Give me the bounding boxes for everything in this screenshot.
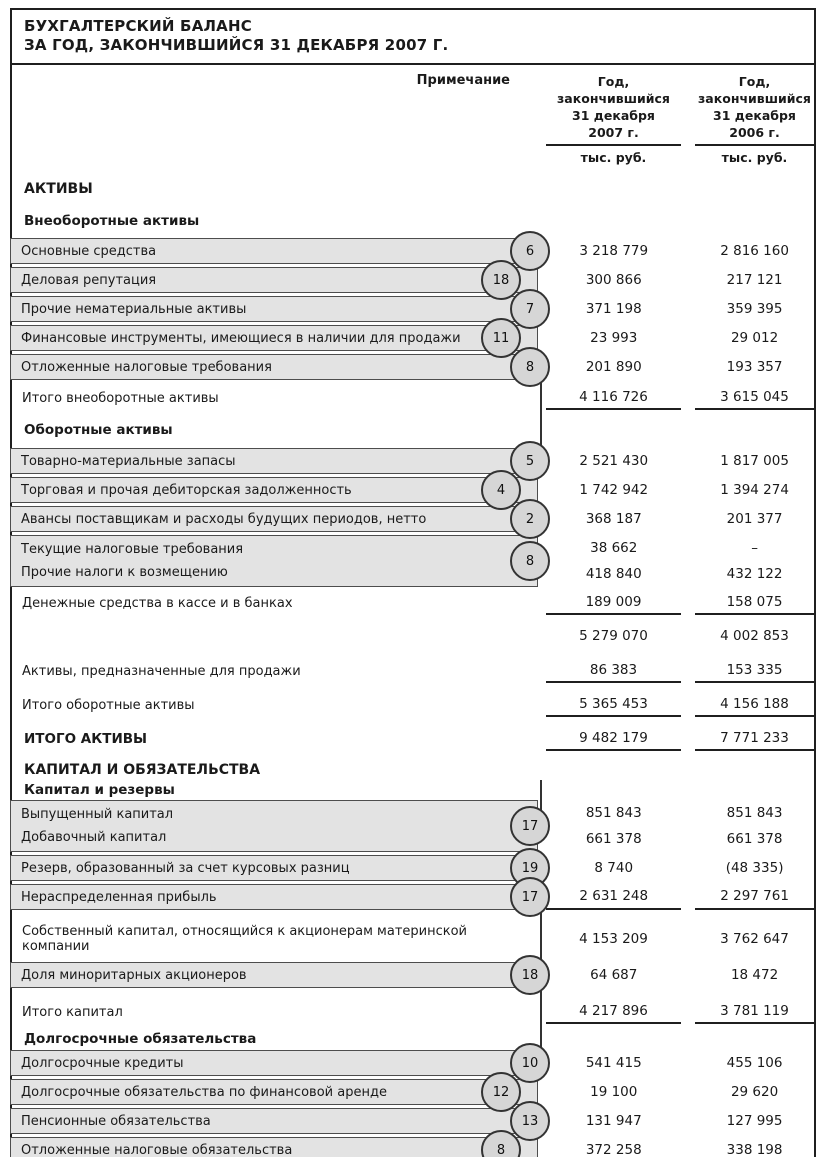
value-2006: 851 843 [726,805,783,821]
value-2007: 38 662 [590,540,638,556]
note-circle: 19 [510,848,550,888]
col2007-line2: закончившийся [557,91,670,106]
current-assets-subtotal-row [12,625,814,647]
value-2006: 359 395 [726,301,783,317]
note-circle: 17 [510,806,550,846]
col2006-line2: закончившийся [698,91,811,106]
subsection-label: Капитал и резервы [24,782,175,798]
value-2007: 1 742 942 [579,482,649,498]
row-label-bar [10,535,538,587]
value-2006: 1 817 005 [720,453,789,469]
table-row [12,267,814,293]
value-2007: 541 415 [585,1055,642,1071]
note-column-header: Примечание [416,73,510,88]
col2006-line1: Год, [738,74,771,89]
cash-row [12,591,814,615]
section-label: АКТИВЫ [24,181,93,197]
total-equity-row [12,1000,814,1024]
value-2007-pair [546,535,681,587]
row-label-bar [10,506,538,532]
value-2007: 372 258 [585,1142,642,1157]
assets-held-for-sale-row [12,659,814,683]
value-2007: 300 866 [585,272,642,288]
total-noncurrent-assets-row [12,386,814,410]
row-label-bar [10,1079,538,1105]
subsection-current-assets [12,420,814,440]
parent-equity-row [12,924,814,954]
row-label-bar [10,238,538,264]
row-label-second: Добавочный капитал [21,830,167,845]
value-2007: 23 993 [590,330,638,346]
value-2007-pair [546,800,681,852]
table-row [12,1050,814,1076]
row-label: Торговая и прочая дебиторская задолженность [21,482,352,498]
value-2007: 851 843 [585,805,642,821]
note-circle: 6 [510,231,550,271]
table-row [12,962,814,988]
table-row [12,448,814,474]
subsection-capital-reserves [12,781,814,799]
table-row [12,855,814,881]
note-circle: 17 [510,877,550,917]
value-2007: 5 279 070 [579,628,648,644]
value-2007: 4 153 209 [579,931,648,947]
value-2007: 3 218 779 [579,243,649,259]
row-label: Отложенные налоговые обязательства [21,1142,293,1157]
row-label: Выпущенный капитал [21,807,174,822]
note-circle: 2 [510,499,550,539]
row-label: ИТОГО АКТИВЫ [24,731,148,747]
table-column-headers [12,65,814,165]
row-label: Пенсионные обязательства [21,1113,211,1129]
col2007-line1: Год, [597,74,630,89]
value-2006: 29 012 [730,330,779,346]
value-2006: 29 620 [730,1084,779,1100]
value-2006: 127 995 [726,1113,783,1129]
note-circle: 8 [510,541,550,581]
section-assets [12,179,814,199]
note-circle: 4 [481,470,521,510]
value-2006: 201 377 [726,511,783,527]
connector-line [540,373,542,455]
value-2006: 1 394 274 [720,482,789,498]
table-row [12,1137,814,1157]
row-label-bar [10,325,538,351]
table-row [12,506,814,532]
row-label: Резерв, образованный за счет курсовых разниц [21,860,350,876]
row-label-bar [10,354,538,380]
value-2006: 3 781 119 [695,1000,814,1024]
note-circle: 18 [481,260,521,300]
value-2006: – [751,540,758,556]
row-label: Текущие налоговые требования [21,542,244,557]
note-circle: 8 [510,347,550,387]
row-label-bar [10,296,538,322]
row-label: Авансы поставщикам и расходы будущих периодов, нетто [21,511,427,527]
value-2007: 2 521 430 [579,453,649,469]
row-label: Нераспределенная прибыль [21,889,217,905]
subsection-longterm-liabilities [12,1030,814,1048]
note-circle: 11 [481,318,521,358]
value-2006: 2 816 160 [720,243,789,259]
row-label-bar [10,448,538,474]
row-label: Итого внеоборотные активы [22,390,219,406]
value-2006: 193 357 [726,359,783,375]
table-row [12,354,814,380]
value-2006: 18 472 [730,967,779,983]
row-label: Долгосрочные обязательства по финансовой аренде [21,1084,387,1100]
note-circle: 8 [481,1130,521,1157]
value-2006: 4 156 188 [695,693,814,717]
row-label: Итого оборотные активы [22,697,195,713]
value-2007: 86 383 [546,659,681,683]
col2006-unit: тыс. руб. [695,144,814,166]
total-current-assets-row [12,693,814,717]
note-circle: 13 [510,1101,550,1141]
note-circle: 10 [510,1043,550,1083]
table-row [12,296,814,322]
value-2007: 4 217 896 [546,1000,681,1024]
value-2006-second: 432 122 [726,566,783,582]
subsection-label: Оборотные активы [24,422,173,438]
row-label-bar [10,1108,538,1134]
row-label-bar [10,1050,538,1076]
row-label: Товарно-материальные запасы [21,453,236,469]
value-2006: 3 762 647 [720,931,789,947]
document-title-line2: ЗА ГОД, ЗАКОНЧИВШИЙСЯ 31 ДЕКАБРЯ 2007 Г. [24,36,449,54]
row-label: Активы, предназначенные для продажи [22,663,301,679]
year-2007-column-header [546,73,681,165]
value-2007: 201 890 [585,359,642,375]
value-2006: 3 615 045 [695,386,814,410]
document-title-line1: БУХГАЛТЕРСКИЙ БАЛАНС [24,17,252,35]
value-2007: 9 482 179 [546,727,681,751]
row-label-bar [10,800,538,852]
table-row-double [12,800,814,852]
row-label: Финансовые инструменты, имеющиеся в наличии для продажи [21,330,461,346]
note-circle: 18 [510,955,550,995]
row-label: Собственный капитал, относящийся к акционерам материнской компании [22,924,467,954]
value-2007: 371 198 [585,301,642,317]
total-assets-row [12,727,814,751]
row-label: Долгосрочные кредиты [21,1055,184,1071]
row-label-bar [10,267,538,293]
value-2006-pair [695,535,814,587]
value-2006: 2 297 761 [695,884,814,910]
table-row [12,477,814,503]
value-2006: 4 002 853 [720,628,789,644]
row-label-bar [10,1137,538,1157]
value-2007: 4 116 726 [546,386,681,410]
value-2007: 8 740 [594,860,634,876]
table-row [12,238,814,264]
col2007-line3: 31 декабря [572,108,655,123]
value-2007: 368 187 [585,511,642,527]
document-title-block [12,10,814,65]
value-2006-pair [695,800,814,852]
row-label-second: Прочие налоги к возмещению [21,565,228,580]
row-label: Основные средства [21,243,157,259]
section-equity-liabilities [12,761,814,779]
value-2007: 64 687 [590,967,638,983]
connector-line [540,780,542,810]
year-2006-column-header [695,73,814,165]
value-2006: 217 121 [726,272,783,288]
value-2007: 2 631 248 [546,884,681,910]
row-label: Итого капитал [22,1004,123,1020]
note-circle: 12 [481,1072,521,1112]
value-2006: 153 335 [695,659,814,683]
row-label-bar [10,855,538,881]
col2006-line4: 2006 г. [729,125,780,140]
row-label: Деловая репутация [21,272,157,288]
table-row-double [12,535,814,587]
value-2007: 189 009 [546,591,681,615]
col2007-line4: 2007 г. [588,125,639,140]
row-label: Отложенные налоговые требования [21,359,272,375]
value-2006: (48 335) [725,860,784,876]
value-2007: 5 365 453 [546,693,681,717]
value-2006: 338 198 [726,1142,783,1157]
table-row [12,884,814,910]
row-label: Доля миноритарных акционеров [21,967,247,983]
value-2007: 131 947 [585,1113,642,1129]
value-2006-second: 661 378 [726,831,783,847]
note-circle: 7 [510,289,550,329]
row-label: Прочие нематериальные активы [21,301,247,317]
value-2007-second: 661 378 [585,831,642,847]
subsection-label: Долгосрочные обязательства [24,1031,257,1047]
table-row [12,1079,814,1105]
value-2007-second: 418 840 [585,566,642,582]
note-circle: 5 [510,441,550,481]
row-label-bar [10,477,538,503]
row-label-bar [10,962,538,988]
value-2006: 455 106 [726,1055,783,1071]
table-row [12,325,814,351]
section-label: КАПИТАЛ И ОБЯЗАТЕЛЬСТВА [24,762,261,778]
value-2006: 158 075 [695,591,814,615]
row-label-bar [10,884,538,910]
subsection-noncurrent-assets [12,211,814,231]
table-row [12,1108,814,1134]
document-frame [10,8,816,1157]
row-label: Денежные средства в кассе и в банках [22,595,293,611]
value-2006: 7 771 233 [695,727,814,751]
col2006-line3: 31 декабря [713,108,796,123]
subsection-label: Внеоборотные активы [24,213,200,229]
value-2007: 19 100 [590,1084,638,1100]
col2007-unit: тыс. руб. [546,144,681,166]
